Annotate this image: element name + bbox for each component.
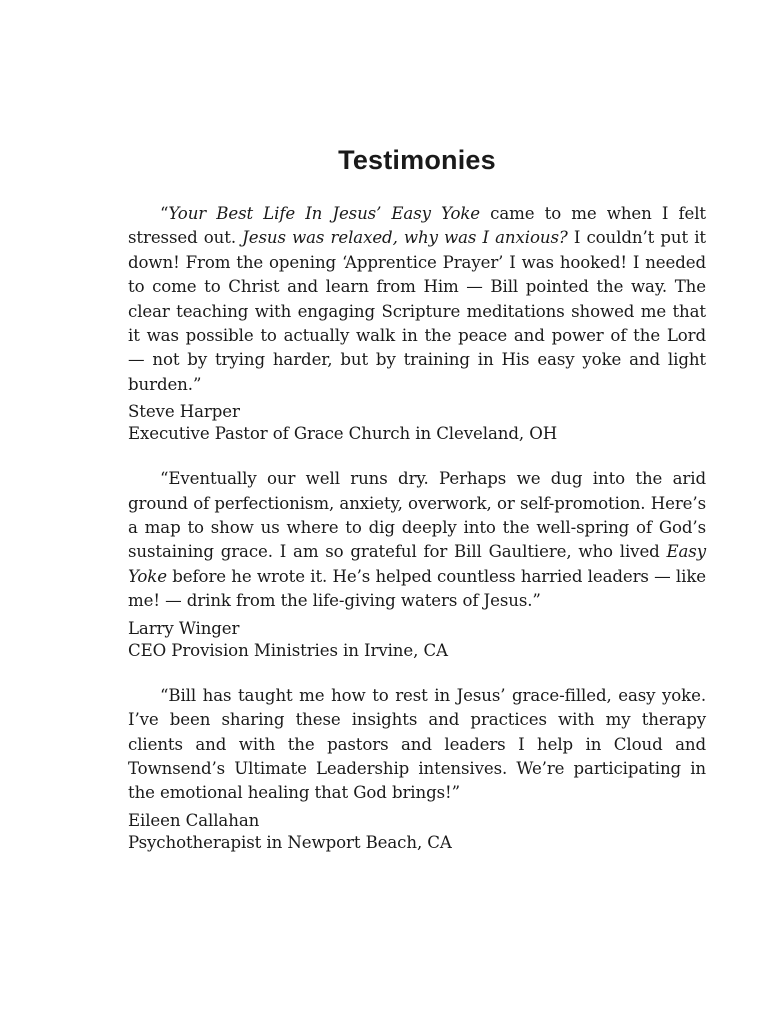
book-title: Your Best Life In Jesus’ Easy Yoke <box>168 204 481 223</box>
quote-text: came to me when I felt stressed out. <box>128 204 706 248</box>
quote-text: “Eventually our well runs dry. Perhaps we dug into the arid ground of perfectionism, anxiety, overwork, or self-promotion. Here’s a map to show us where to dig deeply into the well-spring of God’s sustaining grace. I am so grateful for Bill Gaultiere, who lived <box>128 469 706 562</box>
testimony-role: CEO Provision Ministries in Irvine, CA <box>128 640 448 660</box>
quote-text: I couldn’t put it down! From the opening ‘Apprentice Prayer’ I was hooked! I needed to come to Christ and learn from Him — Bill pointed the way. The clear teaching with engaging Scripture meditations showed me that it was possible to actually walk in the peace and power of the Lord — not by trying harder, but by training in His easy yoke and light burden.” <box>128 228 706 394</box>
testimony-author: Eileen Callahan <box>128 810 260 830</box>
testimony-item <box>128 202 706 445</box>
quote-italic-question: Jesus was relaxed, why was I anxious? <box>242 228 568 248</box>
testimony-role: Executive Pastor of Grace Church in Cleveland, OH <box>128 424 558 444</box>
testimony-item <box>128 467 706 661</box>
quote-italic: Easy Yoke <box>128 542 706 586</box>
testimony-quote <box>128 684 706 806</box>
testimony-quote <box>128 202 706 397</box>
quote-text: before he wrote it. He’s helped countless harried leaders — like me! — drink from the life-giving waters of Jesus.” <box>128 566 706 611</box>
testimony-quote <box>128 467 706 613</box>
testimony-author: Steve Harper <box>128 402 240 422</box>
testimony-author: Larry Winger <box>128 618 240 638</box>
testimony-item <box>128 684 706 854</box>
testimony-role: Psychotherapist in Newport Beach, CA <box>128 832 452 852</box>
quote-open-mark: “ <box>160 204 169 223</box>
quote-text: “Bill has taught me how to rest in Jesus’ grace-filled, easy yoke. I’ve been sharing these insights and practices with my therapy clients and with the pastors and leaders I help in Cloud and Townsend’s Ultimate Leadership intensives. We’re participating in the emotional healing that God brings!” <box>128 685 706 803</box>
document-page <box>128 140 706 876</box>
page-title: Testimonies <box>338 145 496 175</box>
